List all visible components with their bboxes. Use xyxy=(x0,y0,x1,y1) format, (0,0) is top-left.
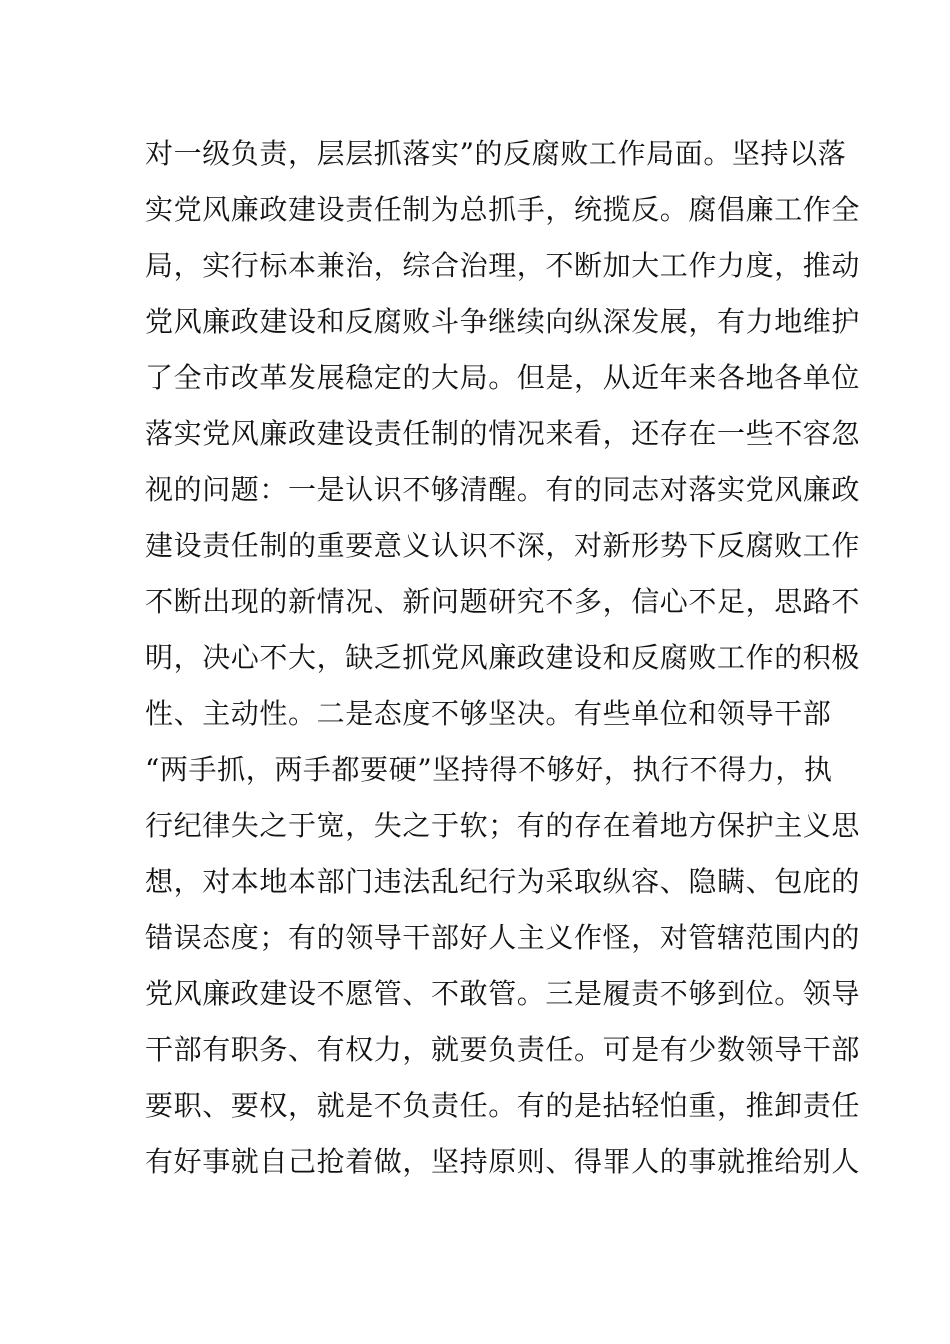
text-line: 党风廉政建设不愿管、不敢管。三是履责不够到位。领导 xyxy=(145,977,861,1010)
text-line: 对一级负责，层层抓落实”的反腐败工作局面。坚持以落 xyxy=(145,137,847,170)
text-line: 行纪律失之于宽，失之于软；有的存在着地方保护主义思 xyxy=(145,809,861,842)
body-paragraph xyxy=(145,126,861,1190)
text-line: 性、主动性。二是态度不够坚决。有些单位和领导干部 xyxy=(145,697,832,730)
text-line: 干部有职务、有权力，就要负责任。可是有少数领导干部 xyxy=(145,1033,861,1066)
text-line: 局，实行标本兼治，综合治理，不断加大工作力度，推动 xyxy=(145,249,861,282)
text-line: “两手抓，两手都要硬”坚持得不够好，执行不得力，执 xyxy=(145,753,833,786)
text-line: 要职、要权，就是不负责任。有的是拈轻怕重，推卸责任 xyxy=(145,1089,861,1122)
text-line: 不断出现的新情况、新问题研究不多，信心不足，思路不 xyxy=(145,585,861,618)
text-line: 想，对本地本部门违法乱纪行为采取纵容、隐瞒、包庇的 xyxy=(145,865,861,898)
text-line: 建设责任制的重要意义认识不深，对新形势下反腐败工作 xyxy=(145,529,861,562)
text-line: 落实党风廉政建设责任制的情况来看，还存在一些不容忽 xyxy=(145,417,861,450)
text-line: 党风廉政建设和反腐败斗争继续向纵深发展，有力地维护 xyxy=(145,305,861,338)
text-line: 了全市改革发展稳定的大局。但是，从近年来各地各单位 xyxy=(145,361,861,394)
text-line: 视的问题：一是认识不够清醒。有的同志对落实党风廉政 xyxy=(145,473,861,506)
text-line: 实党风廉政建设责任制为总抓手，统揽反。腐倡廉工作全 xyxy=(145,193,861,226)
text-line: 有好事就自己抢着做，坚持原则、得罪人的事就推给别人 xyxy=(145,1145,861,1178)
text-line: 明，决心不大，缺乏抓党风廉政建设和反腐败工作的积极 xyxy=(145,641,861,674)
text-line: 错误态度；有的领导干部好人主义作怪，对管辖范围内的 xyxy=(145,921,861,954)
